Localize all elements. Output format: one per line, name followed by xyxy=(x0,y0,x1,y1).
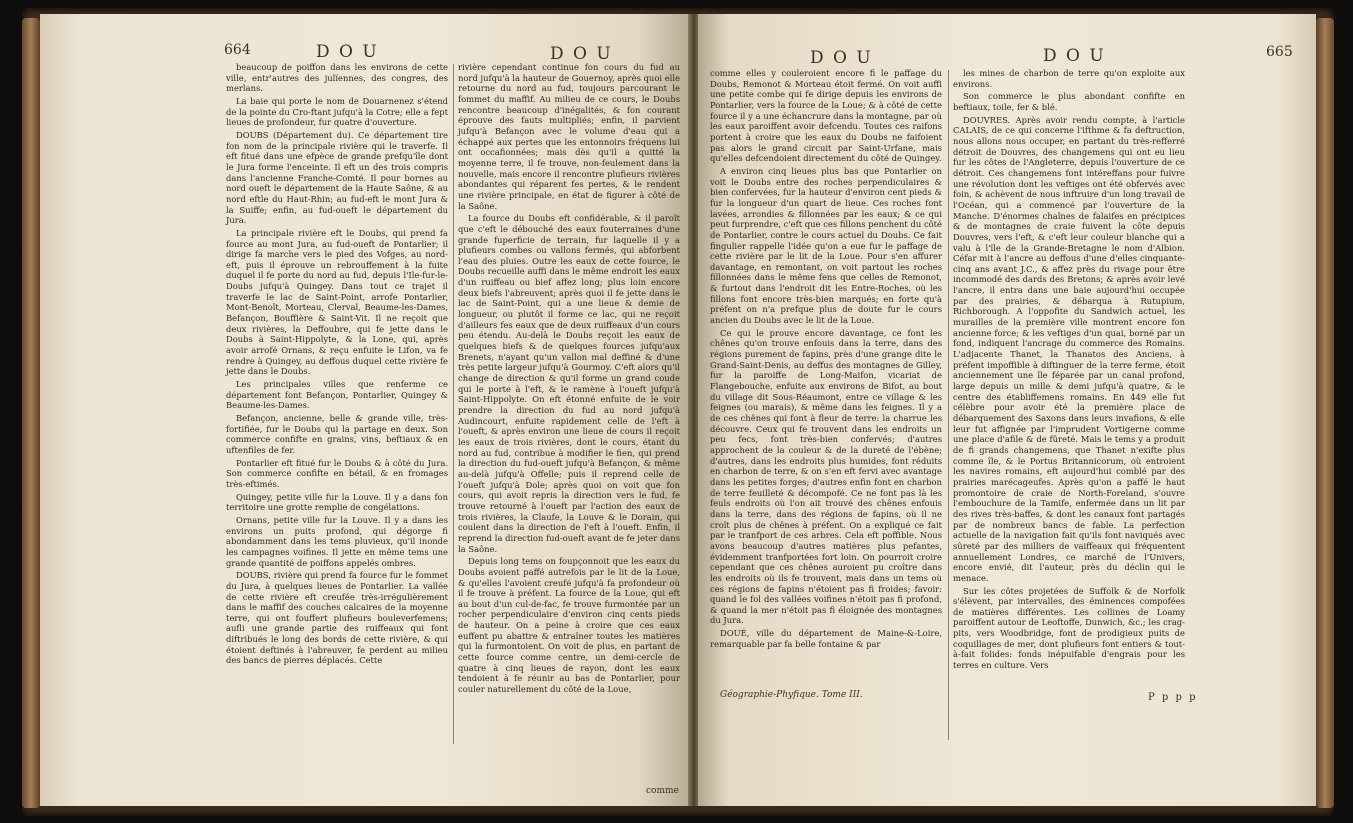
running-head-left-2: D O U xyxy=(550,44,613,64)
paragraph: comme elles y couleroient encore fi le paffage du Doubs, Remonot & Morteau étoit fermé. On voit auffi une petite combe qui fe dirige depuis les environs de Pontarlier, vers la fource de la Loue; & à côté de cette fource il y a une échancrure dans la montagne, par où les eaux paroiffent avoir defcendu. Toutes ces raifons portent à croire que les eaux du Doubs ne faifoient pas alors le grand circuit par Saint-Urfane, mais qu'elles defcendoient directement du côté de Quingey. xyxy=(710,68,942,164)
right-book-edge xyxy=(1316,18,1334,808)
running-head-right-1: D O U xyxy=(810,48,873,68)
page-footer-title: Géographie-Phyfique. Tome III. xyxy=(720,690,863,700)
left-book-edge xyxy=(22,18,40,808)
paragraph: Son commerce le plus abondant confifte en beftiaux, toile, fer & blé. xyxy=(953,91,1185,112)
paragraph: DOUÉ, ville du département de Maine-&-Loire, remarquable par fa belle fontaine & par xyxy=(710,628,942,649)
column-rule-left xyxy=(453,64,454,744)
catchword: comme xyxy=(646,786,679,796)
paragraph: DOUVRES. Après avoir rendu compte, à l'article CALAIS, de ce qui concerne l'ifthme & fa deftruction, nous allons nous occuper, en partant du très-refferré détroit de Douvres, des changemens qui ont eu lieu fur les côtes de l'Angleterre, depuis l'ouverture de ce détroit. Ces changemens font intéreffans pour fuivre une révolution dont les veftiges ont été obfervés avec foin, & achèvent de nous inftruire d'un long travail de l'Océan, qui a commencé par l'ouverture de la Manche. D'énormes chaînes de falaifes en précipices & de montagnes de craie fuivent la côte depuis Douvres, vers l'eft, & c'eft leur couleur blanche qui a valu à l'île de la Grande-Bretagne le nom d'Albion. Céfar mit à l'ancre au deffous d'une d'elles cinquante-cinq ans avant J.C., & affez près du rivage pour être incommodé des dards des Bretons; & après avoir levé l'ancre, il entra dans une baie aujourd'hui occupée par des prairies, & débarqua à Rutupium, Richborough. A l'oppofite du Sandwich actuel, les murailles de la première ville montrent encore fon ancienne force; & les veftiges d'un quai, borné par un fond, indiquent l'ancrage du commerce des Romains. L'adjacente Thanet, la Thanatos des Anciens, à préfent impoffible à diftinguer de la terre ferme, étoit anciennement une île féparée par un canal profond, large depuis un mille & demi jufqu'à quatre, & le centre des établiffemens romains. En 449 elle fut célèbre pour avoir été la première place de débarquement des Saxons dans leurs invafions, & elle leur fut affignée par l'imprudent Vortigerne comme une place d'afile & de fûreté. Mais le tems y a produit de fi grands changemens, que Thanet n'exifte plus comme île, & le Portus Britannicorum, où entroient les navires romains, eft aujourd'hui comblé par des prairies marécageufes. Après qu'on a paffé le haut promontoire de craie de North-Foreland, s'ouvre l'embouchure de la Tamife, enfermée dans un lit par des rives très-baffes, & dont les canaux font partagés par de nombreux bancs de fable. La perfection actuelle de la navigation fait qu'ils font naviqués avec sûreté par des milliers de vaiffeaux qui fréquentent annuellement Londres, ce marché de l'Univers, encore envié, dit l'auteur, près du déclin qui le menace. xyxy=(953,114,1185,583)
paragraph: Sur les côtes projetées de Suffolk & de Norfolk s'élèvent, par intervalles, des éminences compofées de matières différentes. Les collines de Loamy paroiffent autour de Leoftoffe, Dunwich, &c.; les crag-pits, vers Woodbridge, font de prodigieux puits de coquillages de mer, dont plufieurs font entiers & tout-à-fait folides: fonds inépuifable d'engrais pour les terres en culture. Vers xyxy=(953,585,1185,671)
paragraph: Pontarlier eft fitué fur le Doubs & à côté du Jura. Son commerce confifte en bétail, & en fromages très-eftimés. xyxy=(226,457,448,489)
paragraph: rivière cependant continue fon cours du fud au nord jufqu'à la hauteur de Gouernoy, après quoi elle retourne du nord au fud, toujours parcourant le fommet du maffif. Au milieu de ce cours, le Doubs rencontre beaucoup d'inégalités, & fon courant éprouve des fauts multipliés; enfin, il parvient jufqu'à Befançon avec le volume d'eau qui a échappé aux pertes que les entonnoirs fréquens lui ont occafionnées; mais dès qu'il a quitté la moyenne terre, il fe trouve, non-feulement dans la nouvelle, mais encore il rencontre plufieurs rivières abondantes qui réparent fes pertes, & le rendent une rivière principale, en état de figurer à côté de la Saône. xyxy=(458,62,680,211)
left-page-column-1 xyxy=(226,62,448,668)
paragraph: Quingey, petite ville fur la Louve. Il y a dans fon territoire une grotte remplie de congélations. xyxy=(226,491,448,513)
paragraph: Depuis long tems on foupçonnoit que les eaux du Doubs avoient paffé autrefois par le lit de la Loue, & qu'elles l'avoient creufé jufqu'à fa profondeur où il fe trouve à préfent. La fource de la Loue, qui eft au bout d'un cul-de-fac, fe trouve furmontée par un rocher perpendiculaire d'environ cinq cents pieds de hauteur. On a peine à croire que ces eaux euffent pu abattre & entraîner toutes les matières qui la furmontoient. On voit de plus, en partant de cette fource comme centre, un demi-cercle de quatre à cinq lieues de rayon, dont les eaux tendoient à fe réunir au bas de Pontarlier, pour couler naturellement du côté de la Loue, xyxy=(458,556,680,695)
left-page xyxy=(40,14,690,806)
page-number-right: 665 xyxy=(1266,44,1293,60)
column-rule-right xyxy=(948,70,949,740)
page-number-left: 664 xyxy=(224,42,251,58)
paragraph: A environ cinq lieues plus bas que Pontarlier on voit le Doubs entre des roches perpendiculaires & bien confervées, fur la hauteur d'environ cent pieds & fur la longueur d'un quart de lieue. Ces roches font lavées, arrondies & fillonnées par les eaux; & ce qui peut furprendre, c'eft que ces fillons penchent du côté de Pontarlier, contre le cours actuel du Doubs. Ce fait fingulier rappelle l'idée qu'on a eue fur le paffage de cette rivière par le lit de la Loue. Pour s'en affurer davantage, en remontant, on voit partout les roches fillonnées dans le même fens que celles de Remonot, & furtout dans l'endroit dit les Entre-Roches, où les fillons font encore très-bien marqués; en forte qu'à préfent on n'a prefque plus de doute fur le cours ancien du Doubs avec le lit de la Loue. xyxy=(710,165,942,326)
paragraph: Ce qui le prouve encore davantage, ce font les chênes qu'on trouve enfouis dans la terre, dans des régions purement de fapins, près d'une grange dite le Grand-Saint-Denis, au deffus des montagnes de Gilley, fur la paroiffe de Long-Maifon, vicariat de Flangebouche, enfuite aux environs de Bifot, au bout du village dit Sous-Réaumont, entre ce village & les feignes (ou marais), & même dans les feignes. Il y a de ces chênes qui font à fleur de terre: la charrue les découvre. Ceux qui fe trouvent dans les endroits un peu fecs, font très-bien confervés; d'autres approchent de la couleur & de la dureté de l'ébène; d'autres, dans les endroits plus humides, font réduits en charbon de terre, & on s'en eft fervi avec avantage dans les petites forges; d'autres enfin font en charbon de terre feuilleté & décompofé. Ce ne font pas là les feuls endroits où l'on ait trouvé des chênes enfouis dans la terre, dans des régions de fapins, où il ne croît plus de chênes à préfent. On a expliqué ce fait par le tranfport de ces arbres. Cela eft poffible. Nous avons beaucoup d'autres matières plus pefantes, évidemment tranfportées fort loin. On pourroit croire cependant que ces chênes auroient pu croître dans les endroits où ils fe trouvent, mais dans un tems où ces régions de fapins n'étoient pas fi froides; favoir: quand le fol des vallées voifines n'étoit pas fi profond, & quand la mer n'étoit pas fi éloignée des montagnes du Jura. xyxy=(710,327,942,626)
right-page xyxy=(698,14,1316,806)
left-page-column-2 xyxy=(458,62,680,697)
right-page-column-1 xyxy=(710,68,942,651)
running-head-right-2: D O U xyxy=(1043,46,1106,66)
running-head-left-1: D O U xyxy=(316,42,379,62)
paragraph: beaucoup de poiffon dans les environs de cette ville, entr'autres des julïennes, des congres, des merlans. xyxy=(226,62,448,94)
paragraph: La baie qui porte le nom de Douarnenez s'étend de la pointe du Cro-ftant jufqu'à la Cotre; elle a fept lieues de profondeur, fur quatre d'ouverture. xyxy=(226,95,448,128)
paragraph: Les principales villes que renferme ce département font Befançon, Pontarlier, Quingey & Beaume-les-Dames. xyxy=(226,379,448,411)
paragraph: les mines de charbon de terre qu'on exploite aux environs. xyxy=(953,68,1185,89)
right-page-column-2 xyxy=(953,68,1185,673)
paragraph: Befançon, ancienne, belle & grande ville, très-fortifiée, fur le Doubs qui la partage en deux. Son commerce confifte en grains, vins, beftiaux & en uftenfiles de fer. xyxy=(226,413,448,455)
paragraph: Ornans, petite ville fur la Louve. Il y a dans les environs un puits profond, qui dégorge fi abondamment dans les tems pluvieux, qu'il inonde les campagnes voifines. Il jette en même tems une grande quantité de poiffons appelés ombres. xyxy=(226,514,448,568)
paragraph: La principale rivière eft le Doubs, qui prend fa fource au mont Jura, au fud-oueft de Pontarlier; il dirige fa marche vers le pied des Vofges, au nord-eft, puis il éprouve un rebrouffement à la fuite duquel il fe porte du nord au fud, depuis l'Ile-fur-le-Doubs jufqu'à Quingey. Dans tout ce trajet il traverfe le lac de Saint-Point, arrofe Pontarlier, Mont-Benoît, Morteau, Clerval, Beaume-les-Dames, Befançon, Bouffière & Saint-Vit. Il ne reçoit que deux rivières, la Deffoubre, qui fe jette dans le Doubs à Saint-Hippolyte, & la Lone, qui, après avoir arrofé Ornans, & reçu enfuite le Lifon, va fe rendre à Quingey, au deffous duquel cette rivière fe jette dans le Doubs. xyxy=(226,227,448,377)
signature-mark: P p p p xyxy=(1148,692,1198,703)
paragraph: La fource du Doubs eft confidérable, & il paroît que c'eft le débouché des eaux fouterraines d'une grande fuperficie de terrain, fur laquelle il y a plufieurs combes ou vallons fermés, qui abforbent l'eau des pluies. Outre les eaux de cette fource, le Doubs recueille auffi dans le même endroit les eaux d'un ruiffeau ou bief affez long; plus loin encore deux biefs l'abreuvent; après quoi il fe jette dans le lac de Saint-Point, qui a une lieue & demie de longueur, ou plutôt il forme ce lac, qui ne reçoit d'ailleurs fes eaux que de deux ruiffeaux d'un cours peu étendu. Au-delà le Doubs reçoit les eaux de quelques biefs & de quelques fources jufqu'aux Brenets, n'ayant qu'un vallon mal deffiné & d'une très petite largeur jufqu'à Gourmoy. C'eft alors qu'il change de direction & qu'il forme un grand coude qui le porte à l'eft, & le ramène à l'oueft jufqu'à Saint-Hippolyte. On eft étonné enfuite de le voir prendre la direction du fud au nord jufqu'à Audincourt, enfuite rapidement celle de l'eft à l'oueft, & après environ une lieue de cours il reçoit les eaux de trois rivières, dont le cours, étant du nord au fud, contribue à modifier le fien, qui prend la direction du fud-oueft jufqu'à Befançon, & même au-delà jufqu'à Offelle; puis il reprend celle de l'oueft jufqu'à Dole; après quoi on voit que fon cours, qui avoit repris la direction vers le fud, fe trouve retourné à l'oueft par l'action des eaux de trois rivières, la Claufe, la Louve & le Dorain, qui coulent dans la direction de l'eft à l'oueft. Enfin, il reprend la direction fud-oueft avant de fe jeter dans la Saône. xyxy=(458,213,680,554)
paragraph: DOUBS, rivière qui prend fa fource fur le fommet du Jura, à quelques lieues de Pontarlier. La vallée de cette rivière eft creufée très-irrégulièrement dans le maffif des couches calcaires de la moyenne terre, qui ont fouffert plufieurs bouleverfemens; aufli une grande partie des ruiffeaux qui font diftribués le long des bords de cette rivière, & qui étoient deftinés à l'abreuver, fe perdent au milieu des bancs de pierres déplacés. Cette xyxy=(226,570,448,666)
paragraph: DOUBS (Département du). Ce département tire fon nom de la principale rivière qui le traverfe. Il eft fitué dans une efpèce de grande prefqu'île dont le Jura forme l'enceinte. Il eft un des trois compris dans l'ancienne Franche-Comté. Il pour bornes au nord oueft le département de la Haute Saône, & au nord eftle du Haut-Rhin; au fud-eft le mont Jura & la Suiffe; enfin, au fud-oueft le département du Jura. xyxy=(226,129,448,226)
